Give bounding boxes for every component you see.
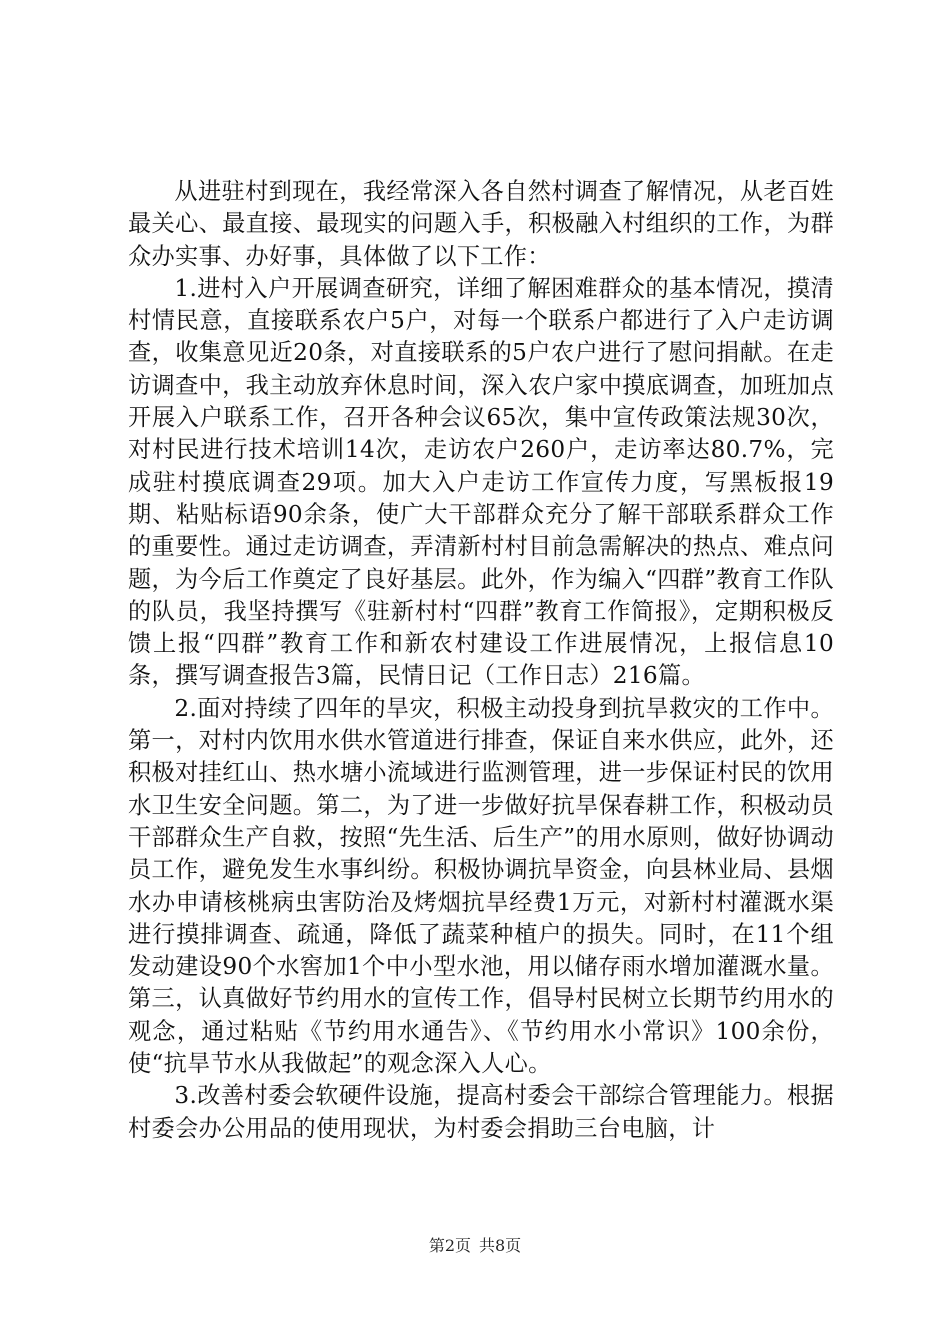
paragraph-item-3: 3.改善村委会软硬件设施，提高村委会干部综合管理能力。根据村委会办公用品的使用现状，为村委会捐助三台电脑，计 — [128, 1082, 834, 1142]
paragraph-item-1: 1.进村入户开展调查研究，详细了解困难群众的基本情况，摸清村情民意，直接联系农户5户，对每一个联系户都进行了入户走访调查，收集意见近20条，对直接联系的5户农户进行了慰问捐献。在走访调查中，我主动放弃休息时间，深入农户家中摸底调查，加班加点开展入户联系工作，召开各种会议65次，集中宣传政策法规30次，对村民进行技术培训14次，走访农户260户，走访率达80.7%，完成驻村摸底调查29项。加大入户走访工作宣传力度，写黑板报19期、粘贴标语90余条，使广大干部群众充分了解干部联系群众工作的重要性。通过走访调查，弄清新村村目前急需解决的热点、难点问题，为今后工作奠定了良好基层。此外，作为编入“四群”教育工作队的队员，我坚持撰写《驻新村村“四群”教育工作简报》，定期积极反馈上报“四群”教育工作和新农村建设工作进展情况，上报信息10条，撰写调查报告3篇，民情日记（工作日志）216篇。 — [128, 274, 834, 690]
page-number-current: 第2页 — [428, 1236, 471, 1255]
document-body — [128, 176, 834, 1145]
paragraph-item-2: 2.面对持续了四年的旱灾，积极主动投身到抗旱救灾的工作中。第一，对村内饮用水供水管道进行排查，保证自来水供应，此外，还积极对挂红山、热水塘小流域进行监测管理，进一步保证村民的饮用水卫生安全问题。第二，为了进一步做好抗旱保春耕工作，积极动员干部群众生产自救，按照“先生活、后生产”的用水原则，做好协调动员工作，避免发生水事纠纷。积极协调抗旱资金，向县林业局、县烟水办申请核桃病虫害防治及烤烟抗旱经费1万元，对新村村灌溉水渠进行摸排调查、疏通，降低了蔬菜种植户的损失。同时，在11个组发动建设90个水窖加1个中小型水池，用以储存雨水增加灌溉水量。第三，认真做好节约用水的宣传工作，倡导村民树立长期节约用水的观念，通过粘贴《节约用水通告》、《节约用水小常识》100余份，使“抗旱节水从我做起”的观念深入人心。 — [128, 694, 834, 1078]
page-number-total: 共8页 — [479, 1236, 522, 1255]
page-footer — [0, 1233, 950, 1256]
paragraph-intro: 从进驻村到现在，我经常深入各自然村调查了解情况，从老百姓最关心、最直接、最现实的问题入手，积极融入村组织的工作，为群众办实事、办好事，具体做了以下工作： — [128, 178, 834, 270]
